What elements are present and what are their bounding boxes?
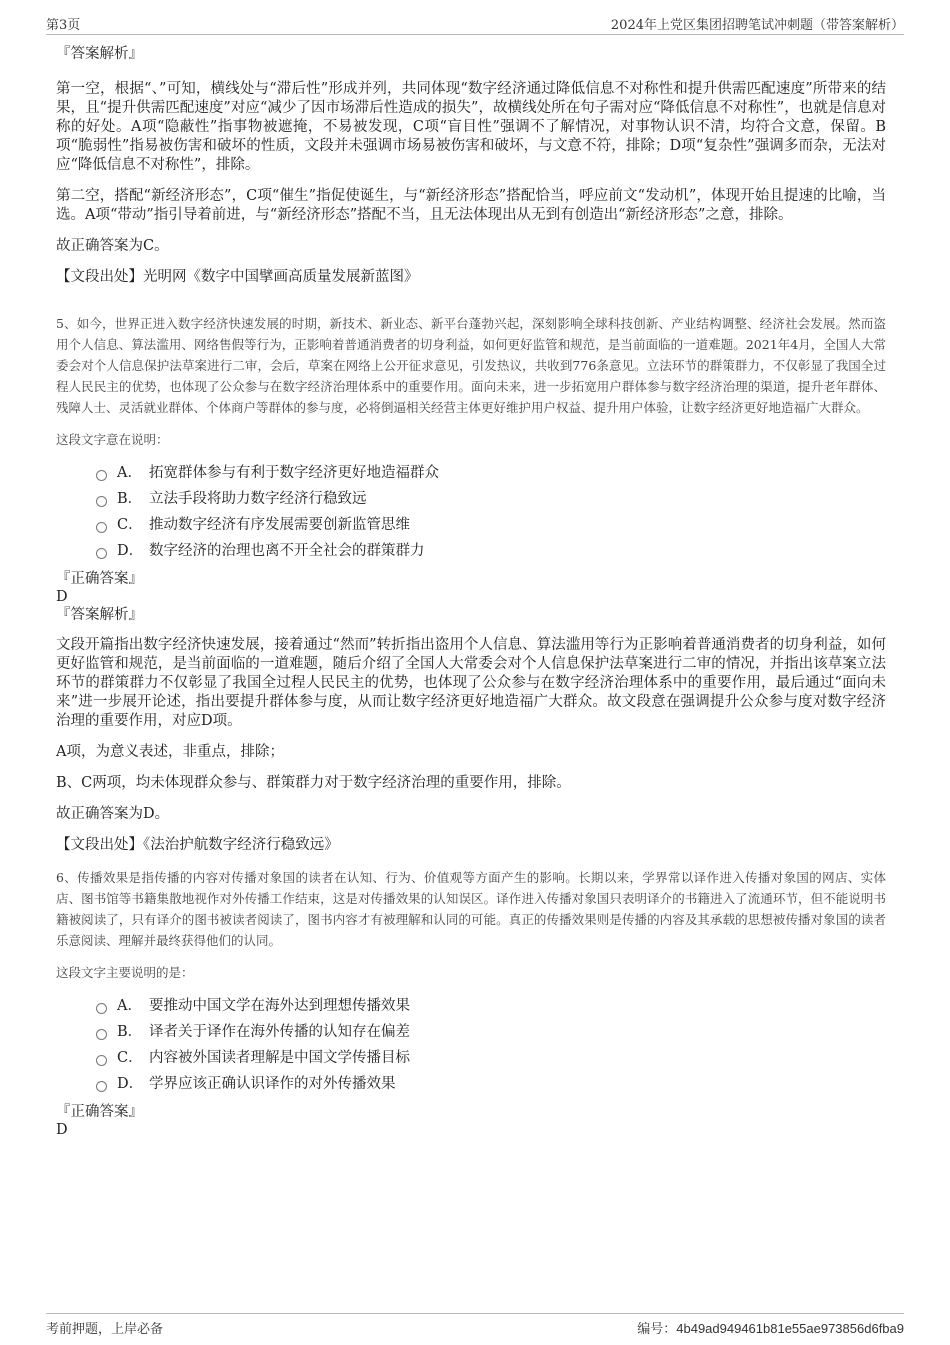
- document-title: 2024年上党区集团招聘笔试冲刺题（带答案解析）: [610, 18, 904, 33]
- q5-source: 【文段出处】《法治护航数字经济行稳致远》: [56, 837, 339, 853]
- option-text: 立法手段将助力数字经济行稳致远: [149, 491, 367, 507]
- q4-analysis-label: 『答案解析』: [56, 46, 143, 62]
- option-letter: C．: [117, 517, 143, 533]
- document-content: [56, 44, 886, 1139]
- q5-option-a[interactable]: [96, 460, 886, 486]
- option-letter: B．: [117, 491, 143, 507]
- option-letter: D．: [117, 1076, 144, 1092]
- radio-icon[interactable]: [96, 496, 107, 507]
- q6-option-c[interactable]: [96, 1045, 886, 1071]
- radio-icon[interactable]: [96, 1055, 107, 1066]
- q5-answer: D: [56, 589, 68, 605]
- q5-analysis-paragraph-3: B、C两项，均未体现群众参与、群策群力对于数字经济治理的重要作用，排除。: [56, 775, 571, 791]
- q5-options: [96, 460, 886, 564]
- q6-option-a[interactable]: [96, 993, 886, 1019]
- q5-question-prompt: 这段文字意在说明：: [56, 432, 169, 447]
- q6-option-d[interactable]: [96, 1071, 886, 1097]
- page-header: [46, 14, 904, 35]
- radio-icon[interactable]: [96, 1003, 107, 1014]
- q5-option-b[interactable]: [96, 486, 886, 512]
- option-letter: D．: [117, 543, 144, 559]
- code-label: 编号：: [637, 1321, 677, 1336]
- q5-analysis-paragraph-1: 文段开篇指出数字经济快速发展，接着通过“然而”转折指出盗用个人信息、算法滥用等行为正影响着普通消费者的切身利益，如何更好监管和规范，是当前面临的一道难题，随后介绍了全国人大常委会对个人信息保护法草案进行二审的情况，并指出该草案立法环节的群策群力不仅彰显了我国全过程人民民主的优势，也体现了公众参与在数字经济治理体系中的重要作用，最后通过“面向未来”进一步展开论述，指出要提升群体参与度，从而让数字经济更好地造福广大群众。故文段意在强调提升公众参与度对数字经济治理的重要作用，对应D项。: [56, 637, 886, 729]
- option-text: 拓宽群体参与有利于数字经济更好地造福群众: [149, 465, 439, 481]
- option-letter: B．: [117, 1024, 143, 1040]
- q6-answer-label: 『正确答案』: [56, 1104, 143, 1120]
- page-number: 第3页: [46, 18, 81, 33]
- option-text: 译者关于译作在海外传播的认知存在偏差: [149, 1024, 410, 1040]
- radio-icon[interactable]: [96, 548, 107, 559]
- q5-analysis-paragraph-2: A项，为意义表述，非重点，排除；: [56, 744, 284, 760]
- radio-icon[interactable]: [96, 522, 107, 533]
- q5-question-text: 5、如今，世界正进入数字经济快速发展的时期，新技术、新业态、新平台蓬勃兴起，深刻影响全球科技创新、产业结构调整、经济社会发展。然而盗用个人信息、算法滥用、网络售假等行为，正影响着普通消费者的切身利益，如何更好监管和规范，是当前面临的一道难题。2021年4月，全国人大常委会对个人信息保护法草案进行二审，会后，草案在网络上公开征求意见，引发热议，共收到776条意见。立法环节的群策群力，不仅彰显了我国全过程人民民主的优势，也体现了公众参与在数字经济治理体系中的重要作用。面向未来，进一步拓宽用户群体参与数字经济治理的渠道，提升老年群体、残障人士、灵活就业群体、个体商户等群体的参与度，必将倒逼相关经营主体更好维护用户权益、提升用户体验，让数字经济更好地造福广大群众。: [56, 316, 886, 415]
- q6-question-prompt: 这段文字主要说明的是：: [56, 965, 194, 980]
- q6-options: [96, 993, 886, 1097]
- option-text: 要推动中国文学在海外达到理想传播效果: [149, 998, 410, 1014]
- option-letter: A．: [117, 998, 142, 1014]
- radio-icon[interactable]: [96, 1081, 107, 1092]
- q4-source: 【文段出处】光明网《数字中国擘画高质量发展新蓝图》: [56, 269, 419, 285]
- q4-conclusion: 故正确答案为C。: [56, 238, 169, 254]
- radio-icon[interactable]: [96, 470, 107, 481]
- page-footer: [46, 1313, 904, 1336]
- option-text: 数字经济的治理也离不开全社会的群策群力: [149, 543, 425, 559]
- q6-question-text: 6、传播效果是指传播的内容对传播对象国的读者在认知、行为、价值观等方面产生的影响。长期以来，学界常以译作进入传播对象国的网店、实体店、图书馆等书籍集散地视作对外传播工作结束，这是对传播效果的认知误区。译作进入传播对象国只表明译介的书籍进入了流通环节，但不能说明书籍被阅读了，只有译介的图书被读者阅读了，图书内容才有被理解和认同的可能。真正的传播效果则是传播的内容及其承载的思想被传播对象国的读者乐意阅读、理解并最终获得他们的认同。: [56, 870, 886, 948]
- q4-analysis-paragraph-2: 第二空，搭配“新经济形态”，C项“催生”指促使诞生，与“新经济形态”搭配恰当，呼应前文“发动机”，体现开始且提速的比喻，当选。A项“带动”指引导着前进，与“新经济形态”搭配不当，且无法体现出从无到有创造出“新经济形态”之意，排除。: [56, 188, 886, 223]
- q5-option-c[interactable]: [96, 512, 886, 538]
- option-letter: A．: [117, 465, 142, 481]
- q5-option-d[interactable]: [96, 538, 886, 564]
- q6-option-b[interactable]: [96, 1019, 886, 1045]
- radio-icon[interactable]: [96, 1029, 107, 1040]
- q6-answer: D: [56, 1122, 68, 1138]
- q5-conclusion: 故正确答案为D。: [56, 806, 170, 822]
- footer-slogan: 考前押题，上岸必备: [46, 1322, 164, 1337]
- option-text: 学界应该正确认识译作的对外传播效果: [149, 1076, 396, 1092]
- document-code: [637, 1318, 904, 1337]
- option-text: 推动数字经济有序发展需要创新监管思维: [149, 517, 410, 533]
- q5-analysis-label: 『答案解析』: [56, 607, 143, 623]
- option-text: 内容被外国读者理解是中国文学传播目标: [149, 1050, 410, 1066]
- q4-analysis-paragraph-1: 第一空，根据“、”可知，横线处与“滞后性”形成并列，共同体现“数字经济通过降低信息不对称性和提升供需匹配速度”所带来的结果，且“提升供需匹配速度”对应“减少了因市场滞后性造成的损失”，故横线处所在句子需对应“降低信息不对称性”，也就是信息对称的好处。A项“隐蔽性”指事物被遮掩，不易被发现，C项“盲目性”强调不了解情况，对事物认识不清，均符合文意，保留。B项“脆弱性”指易被伤害和破坏的性质，文段并未强调市场易被伤害和破坏，与文意不符，排除；D项“复杂性”强调多而杂，无法对应“降低信息不对称性”，排除。: [56, 81, 886, 173]
- code-value: 4b49ad949461b81e55ae973856d6fba9: [676, 1321, 904, 1336]
- q5-answer-label: 『正确答案』: [56, 571, 143, 587]
- option-letter: C．: [117, 1050, 143, 1066]
